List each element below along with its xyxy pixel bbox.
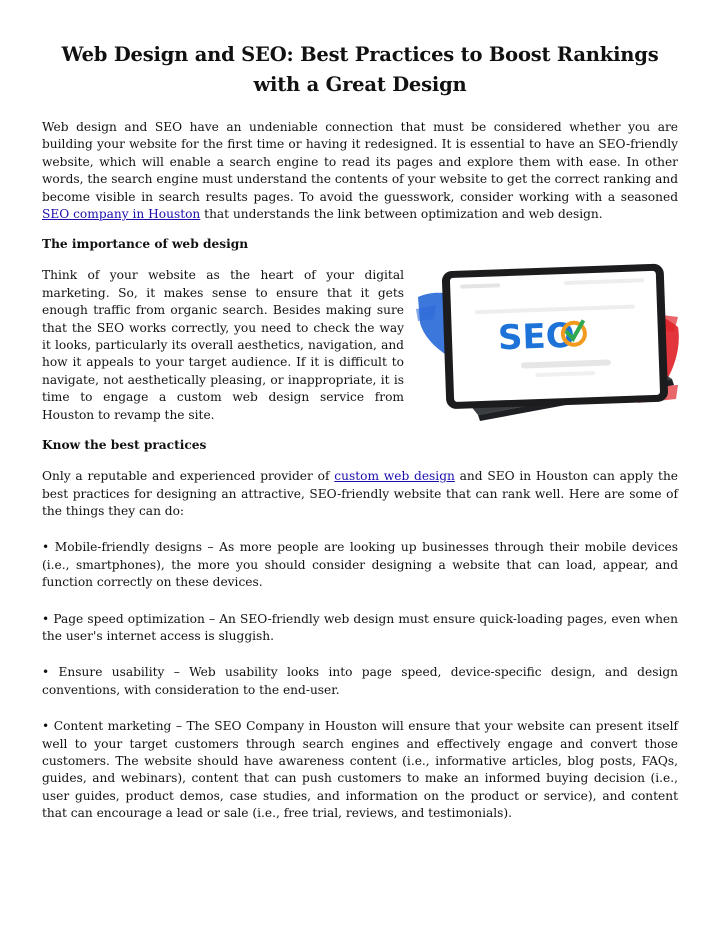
best-practices-heading: Know the best practices	[42, 438, 207, 453]
bullet-content-marketing: • Content marketing – The SEO Company in Houston will ensure that your website can present itself well to your target customers through search engines and effectively engage and convert those customers. The website should have awareness content (i.e., informative articles, blog posts, FAQs, guides, and webinars), content that can push customers to make an informed buying decision (i.e., user guides, product demos, case studies, and information on the product or service), and content that can encourage a lead or sale (i.e., free trial, reviews, and testimonials).	[42, 719, 678, 821]
best-practices-paragraph: Only a reputable and experienced provider of custom web design and SEO in Houston can apply the best practices for designing an attractive, SEO-friendly website that can rank well. Here are some of the things they can do:	[42, 469, 679, 518]
importance-heading: The importance of web design	[42, 237, 249, 252]
importance-section	[42, 267, 678, 424]
seo-tablet-illustration	[416, 257, 684, 427]
seo-tablet-image	[416, 257, 684, 427]
importance-paragraph: Think of your website as the heart of your digital marketing. So, it makes sense to ensure that it gets enough traffic from organic search. Besides making sure that the SEO works correctly, you need to check the way it looks, particularly its overall aesthetics, navigation, and how it appeals to your target audience. If it is difficult to navigate, not aesthetically pleasing, or inappropriate, it is time to engage a custom web design service from Houston to revamp the site.	[42, 268, 404, 422]
document-page	[42, 0, 678, 823]
custom-web-design-link[interactable]: custom web design	[334, 469, 455, 484]
seo-logo-text: SEO	[497, 316, 576, 359]
bullet-page-speed: • Page speed optimization – An SEO-friendly web design must ensure quick-loading pages, even when the user's internet access is sluggish.	[42, 611, 678, 643]
bullet-mobile-friendly: • Mobile-friendly designs – As more people are looking up businesses through their mobile devices (i.e., smartphones), the more you should consider designing a website that can load, appear, and function correctly on these devices.	[42, 540, 678, 590]
intro-paragraph: Web design and SEO have an undeniable connection that must be considered whether you are building your website for the first time or having it redesigned. It is essential to have an SEO-friendly website, which will enable a search engine to read its pages and explore them with ease. In other words, the search engine must understand the contents of your website to get the correct ranking and become visible in search results pages. To avoid the guesswork, consider working with a seasoned SEO company in Houston that understands the link between optimization and web design.	[42, 120, 678, 222]
bullet-usability: • Ensure usability – Web usability looks into page speed, device-specific design, and design conventions, with consideration to the end-user.	[42, 665, 678, 697]
seo-company-link[interactable]: SEO company in Houston	[42, 207, 201, 222]
page-title: Web Design and SEO: Best Practices to Boost Rankings with a Great Design	[61, 43, 659, 96]
